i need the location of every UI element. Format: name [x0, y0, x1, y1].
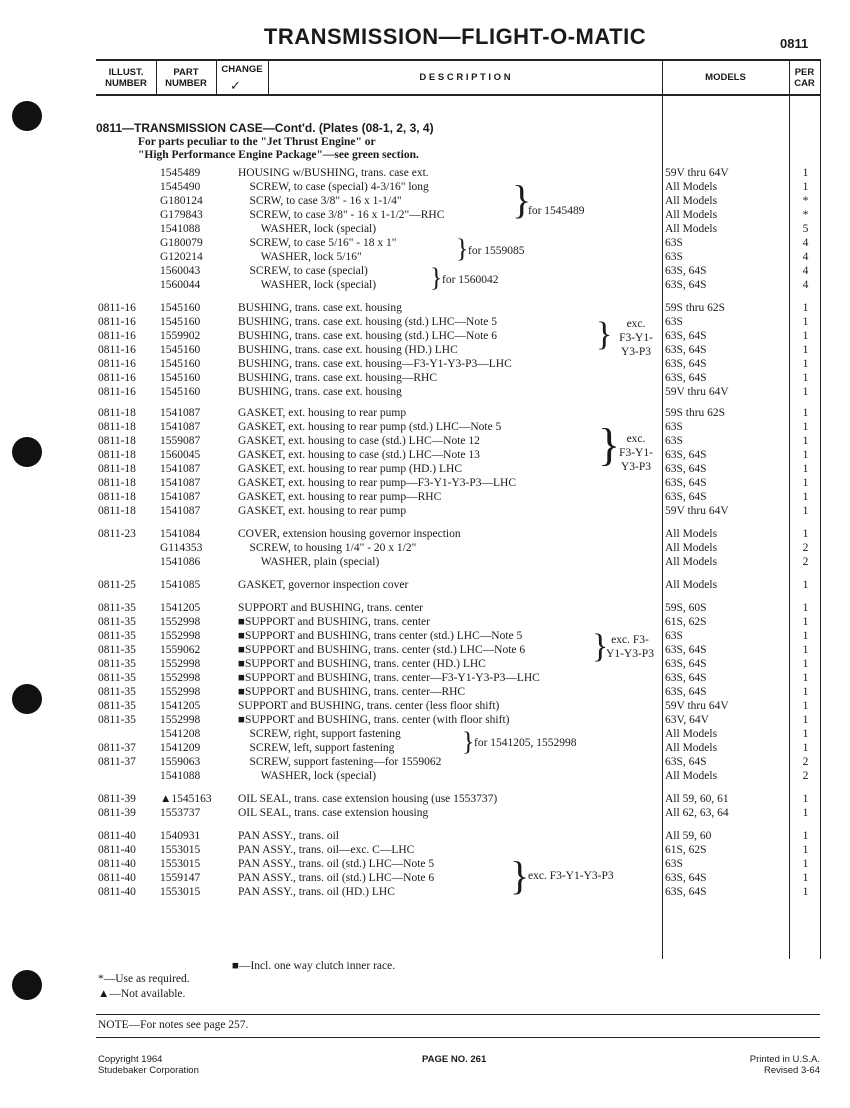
note-top-rule [96, 1014, 820, 1015]
part-description: SCREW, right, support fastening [238, 728, 401, 740]
part-description: WASHER, lock 5/16" [238, 251, 362, 263]
per-car: 4 [802, 237, 809, 249]
models: 59V thru 64V [665, 167, 729, 179]
col-header-per-car: PER CAR [794, 67, 815, 89]
illus-number: 0811-40 [98, 872, 136, 884]
models: 63S, 64S [665, 265, 707, 277]
per-car: 1 [802, 658, 809, 670]
per-car: 4 [802, 279, 809, 291]
models: 59V thru 64V [665, 386, 729, 398]
per-car: 1 [802, 686, 809, 698]
group-brace: } [592, 628, 609, 665]
per-car: 2 [802, 542, 809, 554]
models: 63S, 64S [665, 644, 707, 656]
part-number: 1541087 [160, 491, 201, 503]
models: All 62, 63, 64 [665, 807, 729, 819]
illus-number: 0811-40 [98, 830, 136, 842]
models: 63S, 64S [665, 449, 707, 461]
part-number: 1541208 [160, 728, 201, 740]
group-brace: } [510, 853, 530, 898]
per-car: 1 [802, 672, 809, 684]
col-header-models: MODELS [705, 72, 746, 83]
part-number: G180079 [160, 237, 203, 249]
punch-hole [12, 101, 42, 131]
part-description: BUSHING, trans. case ext. housing [238, 386, 402, 398]
punch-hole [12, 970, 42, 1000]
part-number: 1553015 [160, 858, 201, 870]
group-brace: } [598, 419, 621, 470]
part-description: PAN ASSY., trans. oil—exc. C—LHC [238, 844, 415, 856]
illus-number: 0811-16 [98, 372, 136, 384]
part-description: WASHER, lock (special) [238, 223, 377, 235]
col-header-change: CHANGE [221, 64, 263, 75]
per-car: 1 [802, 505, 809, 517]
part-description: ■SUPPORT and BUSHING, trans center (std.) LHC—Note 5 [238, 630, 523, 642]
part-description: ■SUPPORT and BUSHING, trans. center [238, 616, 430, 628]
part-description: GASKET, ext. housing to rear pump—RHC [238, 491, 442, 503]
part-description: BUSHING, trans. case ext. housing (std.) LHC—Note 5 [238, 316, 498, 328]
part-description: SCREW, to housing 1/4" - 20 x 1/2" [238, 542, 417, 554]
per-car: * [802, 195, 809, 207]
part-number: 1541085 [160, 579, 201, 591]
illus-number: 0811-25 [98, 579, 136, 591]
page-title: TRANSMISSION—FLIGHT-O-MATIC [263, 24, 647, 49]
per-car: 5 [802, 223, 809, 235]
part-number: 1541087 [160, 477, 201, 489]
models: 59S, 60S [665, 602, 707, 614]
part-number: 1545160 [160, 344, 201, 356]
part-description: GASKET, ext. housing to rear pump (HD.) LHC [238, 463, 463, 475]
models: 63S [665, 858, 683, 870]
models: 63S, 64S [665, 279, 707, 291]
part-number: 1541209 [160, 742, 201, 754]
models: 63S, 64S [665, 330, 707, 342]
per-car: 1 [802, 372, 809, 384]
part-description: GASKET, ext. housing to rear pump—F3-Y1-Y3-P3—LHC [238, 477, 516, 489]
illus-number: 0811-16 [98, 302, 136, 314]
models: 63S, 64S [665, 672, 707, 684]
per-car: 1 [802, 886, 809, 898]
part-number: 1552998 [160, 686, 201, 698]
group-brace: } [430, 263, 443, 292]
part-description: BUSHING, trans. case ext. housing [238, 302, 402, 314]
illus-number: 0811-18 [98, 421, 136, 433]
punch-hole [12, 437, 42, 467]
group-note: exc. F3-Y1-Y3-P3 [528, 870, 614, 882]
illus-number: 0811-35 [98, 602, 136, 614]
per-car: 1 [802, 793, 809, 805]
per-car: 1 [802, 407, 809, 419]
part-description: SCREW, to case (special) [238, 265, 368, 277]
part-description: SCREW, to case (special) 4-3/16" long [238, 181, 429, 193]
per-car: 1 [802, 330, 809, 342]
models: 63S, 64S [665, 872, 707, 884]
illus-number: 0811-37 [98, 756, 136, 768]
models: 63S, 64S [665, 358, 707, 370]
per-car: 1 [802, 742, 809, 754]
part-number: 1553015 [160, 886, 201, 898]
illus-number: 0811-35 [98, 644, 136, 656]
part-description: HOUSING w/BUSHING, trans. case ext. [238, 167, 429, 179]
models: 63S, 64S [665, 686, 707, 698]
models: All Models [665, 542, 718, 554]
section-number: 0811 [780, 36, 809, 51]
legend-triangle: ▲—Not available. [98, 988, 186, 1000]
models: All Models [665, 728, 718, 740]
per-car: 1 [802, 491, 809, 503]
part-number: 1553015 [160, 844, 201, 856]
part-number: 1541087 [160, 407, 201, 419]
illus-number: 0811-37 [98, 742, 136, 754]
group-brace: } [456, 234, 469, 263]
per-car: 1 [802, 644, 809, 656]
part-number: 1541205 [160, 700, 201, 712]
per-car: 1 [802, 844, 809, 856]
part-number: 1541088 [160, 223, 201, 235]
part-description: BUSHING, trans. case ext. housing (std.) LHC—Note 6 [238, 330, 498, 342]
part-description: SCREW, left, support fastening [238, 742, 395, 754]
models: 63S, 64S [665, 756, 707, 768]
models: 63S, 64S [665, 372, 707, 384]
part-number: 1541088 [160, 770, 201, 782]
part-number: 1545160 [160, 386, 201, 398]
illus-number: 0811-18 [98, 463, 136, 475]
per-car: 1 [802, 435, 809, 447]
per-car: 1 [802, 358, 809, 370]
models: 63S, 64S [665, 463, 707, 475]
per-car: 1 [802, 872, 809, 884]
models: 63S, 64S [665, 886, 707, 898]
section-subtitle: "High Performance Engine Package"—see green section. [138, 149, 419, 161]
illus-number: 0811-16 [98, 344, 136, 356]
models: 63S [665, 421, 683, 433]
part-description: GASKET, ext. housing to case (std.) LHC—Note 13 [238, 449, 480, 461]
part-number: 1560044 [160, 279, 201, 291]
part-number: 1559062 [160, 644, 201, 656]
group-brace: } [596, 316, 613, 353]
part-number: 1559147 [160, 872, 201, 884]
part-number: 1545489 [160, 167, 201, 179]
per-car: 1 [802, 602, 809, 614]
note-bottom-rule [96, 1037, 820, 1038]
models: 63S [665, 630, 683, 642]
part-number: 1541087 [160, 421, 201, 433]
part-description: GASKET, ext. housing to rear pump [238, 505, 407, 517]
part-description: COVER, extension housing governor inspection [238, 528, 461, 540]
header-bottom-rule [96, 94, 820, 96]
change-check-mark: ✓ [230, 78, 241, 93]
per-car: 1 [802, 386, 809, 398]
group-note: exc. F3-Y1- Y3-P3 [619, 433, 653, 473]
part-description: ■SUPPORT and BUSHING, trans. center (HD.) LHC [238, 658, 486, 670]
per-car: 2 [802, 556, 809, 568]
col-header-description: D E S C R I P T I O N [419, 72, 511, 83]
illus-number: 0811-40 [98, 858, 136, 870]
illus-number: 0811-39 [98, 807, 136, 819]
per-car: 1 [802, 477, 809, 489]
col-header-part: PART NUMBER [165, 67, 207, 89]
part-number: 1559902 [160, 330, 201, 342]
per-car: 1 [802, 830, 809, 842]
part-number: G180124 [160, 195, 203, 207]
illus-number: 0811-35 [98, 714, 136, 726]
illus-number: 0811-40 [98, 844, 136, 856]
illus-number: 0811-16 [98, 316, 136, 328]
part-number: 1559087 [160, 435, 201, 447]
part-description: OIL SEAL, trans. case extension housing [238, 807, 429, 819]
part-description: SCREW, to case 3/8" - 16 x 1-1/2"—RHC [238, 209, 445, 221]
models: 63V, 64V [665, 714, 709, 726]
models: 63S [665, 316, 683, 328]
per-car: 1 [802, 449, 809, 461]
models: 59V thru 64V [665, 700, 729, 712]
part-number: 1552998 [160, 630, 201, 642]
models: All Models [665, 556, 718, 568]
part-number: 1541087 [160, 505, 201, 517]
per-car: 1 [802, 302, 809, 314]
models: 63S, 64S [665, 477, 707, 489]
part-description: ■SUPPORT and BUSHING, trans. center (with floor shift) [238, 714, 510, 726]
models: All Models [665, 742, 718, 754]
part-number: G179843 [160, 209, 203, 221]
part-description: SUPPORT and BUSHING, trans. center (less floor shift) [238, 700, 500, 712]
header-top-rule [96, 59, 820, 61]
part-number: 1540931 [160, 830, 201, 842]
illus-number: 0811-23 [98, 528, 136, 540]
illus-number: 0811-16 [98, 330, 136, 342]
models: All Models [665, 181, 718, 193]
part-description: PAN ASSY., trans. oil (std.) LHC—Note 5 [238, 858, 435, 870]
part-description: SUPPORT and BUSHING, trans. center [238, 602, 424, 614]
per-car: 1 [802, 630, 809, 642]
legend-asterisk: *—Use as required. [98, 973, 190, 985]
group-note: exc. F3-Y1- Y3-P3 [619, 318, 653, 358]
section-subtitle: For parts peculiar to the "Jet Thrust Engine" or [138, 136, 376, 148]
illus-number: 0811-40 [98, 886, 136, 898]
part-description: WASHER, lock (special) [238, 770, 377, 782]
part-number: 1545160 [160, 302, 201, 314]
part-number: 1541087 [160, 463, 201, 475]
part-description: SCREW, support fastening—for 1559062 [238, 756, 442, 768]
models: 63S [665, 237, 683, 249]
illus-number: 0811-39 [98, 793, 136, 805]
per-car: 4 [802, 251, 809, 263]
models: 59S thru 62S [665, 302, 726, 314]
part-description: GASKET, ext. housing to rear pump [238, 407, 407, 419]
part-number: 1560045 [160, 449, 201, 461]
models: All 59, 60 [665, 830, 712, 842]
per-car: 1 [802, 728, 809, 740]
part-description: BUSHING, trans. case ext. housing (HD.) LHC [238, 344, 458, 356]
part-number: 1545490 [160, 181, 201, 193]
illus-number: 0811-35 [98, 616, 136, 628]
per-car: 1 [802, 528, 809, 540]
per-car: 1 [802, 579, 809, 591]
models: All Models [665, 223, 718, 235]
part-number: 1552998 [160, 658, 201, 670]
part-number: ▲1545163 [160, 793, 212, 805]
models: 61S, 62S [665, 844, 707, 856]
punch-hole [12, 684, 42, 714]
per-car: 1 [802, 463, 809, 475]
column-divider [662, 59, 663, 959]
models: 63S [665, 251, 683, 263]
part-number: 1545160 [160, 358, 201, 370]
part-description: PAN ASSY., trans. oil (HD.) LHC [238, 886, 395, 898]
per-car: 1 [802, 181, 809, 193]
group-brace: } [462, 727, 475, 756]
models: All 59, 60, 61 [665, 793, 729, 805]
part-description: WASHER, plain (special) [238, 556, 380, 568]
part-number: 1552998 [160, 616, 201, 628]
part-number: G120214 [160, 251, 203, 263]
page-number: PAGE NO. 261 [422, 1054, 487, 1065]
models: All Models [665, 209, 718, 221]
illus-number: 0811-18 [98, 435, 136, 447]
part-description: ■SUPPORT and BUSHING, trans. center (std.) LHC—Note 6 [238, 644, 526, 656]
part-description: ■SUPPORT and BUSHING, trans. center—RHC [238, 686, 466, 698]
part-number: 1560043 [160, 265, 201, 277]
legend-square: ■—Incl. one way clutch inner race. [232, 960, 396, 972]
part-number: G114353 [160, 542, 203, 554]
models: All Models [665, 528, 718, 540]
part-description: SCRW, to case 3/8" - 16 x 1-1/4" [238, 195, 402, 207]
models: 63S, 64S [665, 344, 707, 356]
part-number: 1541084 [160, 528, 201, 540]
group-note: for 1545489 [528, 205, 585, 217]
group-note: exc. F3- Y1-Y3-P3 [606, 634, 654, 660]
illus-number: 0811-18 [98, 407, 136, 419]
per-car: 2 [802, 756, 809, 768]
group-note: for 1559085 [468, 245, 525, 257]
per-car: 1 [802, 807, 809, 819]
models: 63S [665, 435, 683, 447]
models: All Models [665, 579, 718, 591]
part-description: PAN ASSY., trans. oil (std.) LHC—Note 6 [238, 872, 435, 884]
per-car: 1 [802, 616, 809, 628]
part-description: ■SUPPORT and BUSHING, trans. center—F3-Y1-Y3-P3—LHC [238, 672, 540, 684]
models: All Models [665, 770, 718, 782]
part-number: 1553737 [160, 807, 201, 819]
models: 61S, 62S [665, 616, 707, 628]
per-car: 1 [802, 421, 809, 433]
per-car: 1 [802, 316, 809, 328]
part-number: 1541205 [160, 602, 201, 614]
illus-number: 0811-18 [98, 505, 136, 517]
models: 59V thru 64V [665, 505, 729, 517]
per-car: 1 [802, 167, 809, 179]
illus-number: 0811-35 [98, 686, 136, 698]
illus-number: 0811-16 [98, 358, 136, 370]
illus-number: 0811-35 [98, 672, 136, 684]
models: 63S, 64S [665, 491, 707, 503]
part-number: 1541086 [160, 556, 201, 568]
per-car: 4 [802, 265, 809, 277]
part-number: 1552998 [160, 672, 201, 684]
col-header-illus: ILLUST. NUMBER [105, 67, 147, 89]
per-car: * [802, 209, 809, 221]
part-description: SCREW, to case 5/16" - 18 x 1" [238, 237, 397, 249]
group-note: for 1541205, 1552998 [474, 737, 577, 749]
illus-number: 0811-18 [98, 491, 136, 503]
models: 59S thru 62S [665, 407, 726, 419]
notes-reference: NOTE—For notes see page 257. [98, 1019, 249, 1031]
models: All Models [665, 195, 718, 207]
per-car: 1 [802, 344, 809, 356]
models: 63S, 64S [665, 658, 707, 670]
per-car: 2 [802, 770, 809, 782]
illus-number: 0811-18 [98, 449, 136, 461]
part-number: 1545160 [160, 316, 201, 328]
part-description: GASKET, governor inspection cover [238, 579, 409, 591]
per-car: 1 [802, 858, 809, 870]
copyright: Copyright 1964 Studebaker Corporation [98, 1054, 199, 1076]
per-car: 1 [802, 700, 809, 712]
part-description: PAN ASSY., trans. oil [238, 830, 339, 842]
part-description: GASKET, ext. housing to case (std.) LHC—Note 12 [238, 435, 480, 447]
illus-number: 0811-18 [98, 477, 136, 489]
part-number: 1545160 [160, 372, 201, 384]
group-brace: } [512, 177, 532, 222]
group-note: for 1560042 [442, 274, 499, 286]
per-car: 1 [802, 714, 809, 726]
part-number: 1552998 [160, 714, 201, 726]
printed-in: Printed in U.S.A. Revised 3-64 [749, 1054, 820, 1076]
illus-number: 0811-16 [98, 386, 136, 398]
section-title: 0811—TRANSMISSION CASE—Cont'd. (Plates (08-1, 2, 3, 4) [96, 121, 434, 135]
illus-number: 0811-35 [98, 700, 136, 712]
part-description: BUSHING, trans. case ext. housing—F3-Y1-Y3-P3—LHC [238, 358, 512, 370]
illus-number: 0811-35 [98, 630, 136, 642]
illus-number: 0811-35 [98, 658, 136, 670]
part-description: GASKET, ext. housing to rear pump (std.) LHC—Note 5 [238, 421, 502, 433]
part-description: BUSHING, trans. case ext. housing—RHC [238, 372, 437, 384]
part-description: OIL SEAL, trans. case extension housing (use 1553737) [238, 793, 498, 805]
part-number: 1559063 [160, 756, 201, 768]
part-description: WASHER, lock (special) [238, 279, 377, 291]
